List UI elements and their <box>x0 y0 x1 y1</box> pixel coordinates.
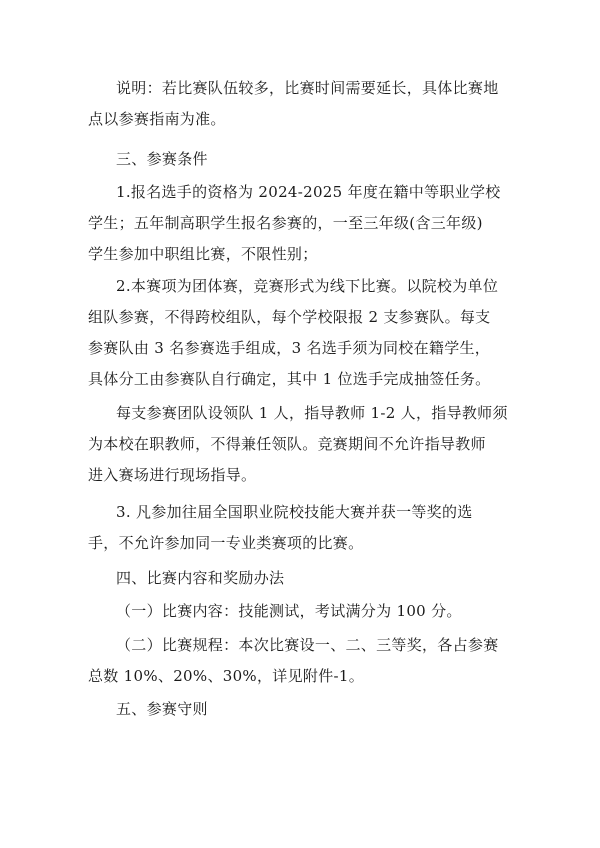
note-paragraph <box>88 73 528 135</box>
condition-3-paragraph <box>88 497 528 559</box>
text-line: 参赛队由 3 名参赛选手组成，3 名选手须为同校在籍学生， <box>88 339 491 357</box>
text-line: 具体分工由参赛队自行确定，其中 1 位选手完成抽签任务。 <box>88 370 491 388</box>
text-line: 组队参赛，不得跨校组队，每个学校限报 2 支参赛队。每支 <box>88 308 491 326</box>
text-line: 点以参赛指南为准。 <box>88 110 226 128</box>
competition-rules-paragraph <box>88 630 528 692</box>
text-line: 说明：若比赛队伍较多，比赛时间需要延长，具体比赛地 <box>116 79 499 97</box>
text-line: 2.本赛项为团体赛，竞赛形式为线下比赛。以院校为单位 <box>116 277 499 295</box>
text-line: 1.报名选手的资格为 2024-2025 年度在籍中等职业学校 <box>116 183 501 201</box>
text-line: 为本校在职教师，不得兼任领队。竞赛期间不允许指导教师 <box>88 435 486 453</box>
text-line: 总数 10%、20%、30%，详见附件-1。 <box>88 667 365 685</box>
heading-text: 五、参赛守则 <box>116 700 208 718</box>
text-line: （一）比赛内容：技能测试，考试满分为 100 分。 <box>116 602 462 620</box>
text-line: （二）比赛规程：本次比赛设一、二、三等奖，各占参赛 <box>116 636 499 654</box>
text-line: 学生；五年制高职学生报名参赛的，一至三年级(含三年级) <box>88 214 483 232</box>
text-line: 3. 凡参加往届全国职业院校技能大赛并获一等奖的选 <box>116 503 473 521</box>
team-leader-paragraph <box>88 398 528 491</box>
heading-text: 四、比赛内容和奖励办法 <box>116 569 285 587</box>
text-line: 每支参赛团队设领队 1 人，指导教师 1-2 人，指导教师须 <box>116 404 508 422</box>
text-line: 进入赛场进行现场指导。 <box>88 466 257 484</box>
text-line: 学生参加中职组比赛，不限性别； <box>88 245 318 263</box>
section-heading-rules-of-conduct <box>88 694 528 725</box>
heading-text: 三、参赛条件 <box>116 150 208 168</box>
text-line: 手，不允许参加同一专业类赛项的比赛。 <box>88 534 364 552</box>
competition-content-paragraph <box>88 596 528 627</box>
section-heading-participation <box>88 144 528 175</box>
condition-1-paragraph <box>88 177 528 270</box>
condition-2-paragraph <box>88 271 528 395</box>
section-heading-content-awards <box>88 563 528 594</box>
